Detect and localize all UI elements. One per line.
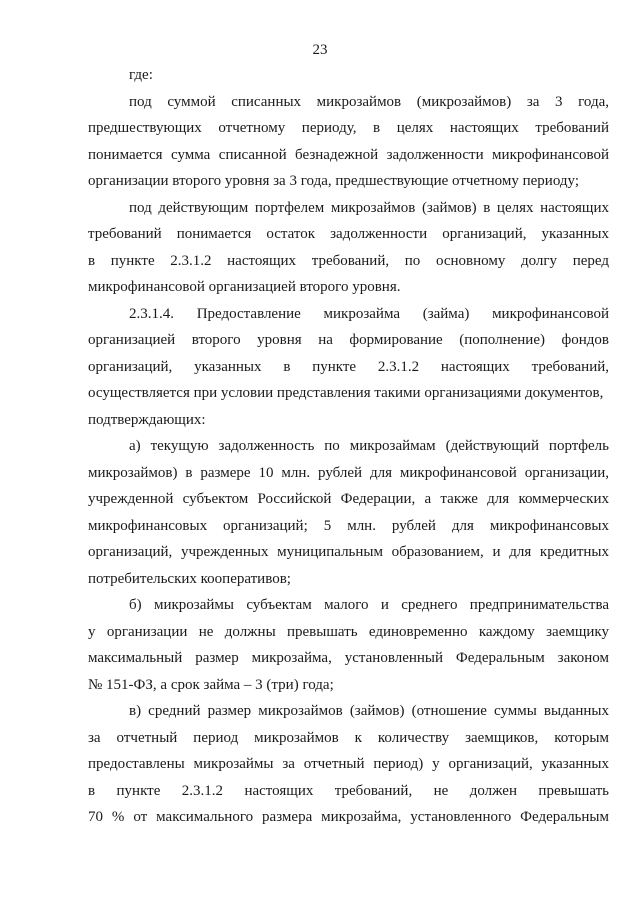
text-line: осуществляется при условии представления такими организациями документов,: [88, 385, 604, 401]
text-line: микрофинансовых организаций; 5 млн. рублей для микрофинансовых: [88, 517, 609, 534]
text-line: подтверждающих:: [88, 411, 206, 428]
text-line: где:: [129, 67, 153, 83]
text-line: микрозаймов) в размере 10 млн. рублей для микрофинансовой организации,: [88, 464, 609, 481]
text-line: 2.3.1.4. Предоставление микрозайма (займа) микрофинансовой: [129, 305, 609, 322]
text-line: микрофинансовой организацией второго уровня.: [88, 279, 401, 295]
text-line: у организации не должны превышать единовременно каждому заемщику: [88, 623, 609, 640]
text-line: № 151-ФЗ, а срок займа – 3 (три) года;: [88, 676, 334, 693]
text-line: максимальный размер микрозайма, установленный Федеральным законом: [88, 650, 609, 666]
text-line: в пункте 2.3.1.2 настоящих требований, не должен превышать: [88, 782, 609, 799]
text-line: в) средний размер микрозаймов (займов) (отношение суммы выданных: [129, 703, 609, 719]
text-line: организаций, учрежденных муниципальным образованием, и для кредитных: [88, 544, 609, 560]
document-body: [88, 62, 609, 831]
text-line: 70 % от максимального размера микрозайма, установленного Федеральным: [88, 809, 609, 825]
text-line: организацией второго уровня на формирование (пополнение) фондов: [88, 332, 609, 348]
text-line: а) текущую задолженность по микрозаймам (действующий портфель: [129, 438, 609, 454]
page-number: 23: [312, 42, 328, 58]
text-line: требований понимается остаток задолженности организаций, указанных: [88, 226, 609, 242]
text-line: предоставлены микрозаймы за отчетный период) у организаций, указанных: [88, 756, 609, 772]
text-line: организации второго уровня за 3 года, предшествующие отчетному периоду;: [88, 173, 580, 189]
text-line: б) микрозаймы субъектам малого и среднего предпринимательства: [129, 597, 609, 613]
text-line: под суммой списанных микрозаймов (микрозаймов) за 3 года,: [129, 93, 609, 110]
text-line: предшествующих отчетному периоду, в целях настоящих требований: [88, 120, 609, 136]
text-line: в пункте 2.3.1.2 настоящих требований, по основному долгу перед: [88, 252, 609, 269]
text-line: потребительских кооперативов;: [88, 570, 291, 587]
text-line: под действующим портфелем микрозаймов (займов) в целях настоящих: [129, 199, 609, 216]
text-line: понимается сумма списанной безнадежной задолженности микрофинансовой: [88, 146, 609, 163]
text-line: за отчетный период микрозаймов к количеству заемщиков, которым: [88, 729, 609, 746]
text-line: учрежденной субъектом Российской Федерации, а также для коммерческих: [88, 491, 609, 507]
text-line: организаций, указанных в пункте 2.3.1.2 настоящих требований,: [88, 358, 609, 375]
